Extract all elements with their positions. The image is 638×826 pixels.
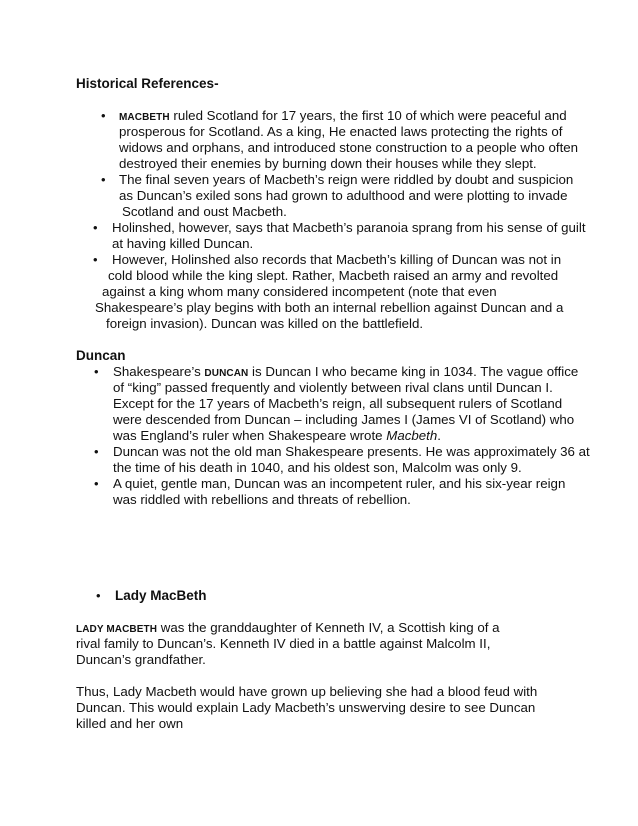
duncan-bullet-1-line-5: was England’s ruler when Shakespeare wrote Macbeth. — [113, 428, 441, 443]
duncan-bullet-1-line-2: of “king” passed frequently and violently between rival clans until Duncan I. — [113, 380, 553, 395]
lady-macbeth-name: LADY MACBETH — [76, 624, 158, 635]
bullet-icon: • — [96, 588, 101, 603]
historical-bullet-4-line-2: cold blood while the king slept. Rather, Macbeth raised an army and revolted — [108, 268, 559, 283]
lady-macbeth-heading: Lady MacBeth — [115, 588, 207, 603]
duncan-bullet-1-line-4: were descended from Duncan – including James I (James VI of Scotland) who — [113, 412, 575, 427]
historical-bullet-2-line-2: as Duncan’s exiled sons had grown to adulthood and were plotting to invade — [119, 188, 568, 203]
bullet-icon: • — [94, 364, 99, 379]
macbeth-title: Macbeth — [386, 428, 438, 443]
lady-paragraph-1-line-2: rival family to Duncan’s. Kenneth IV died in a battle against Malcolm II, — [76, 636, 491, 651]
lady-paragraph-2-line-3: killed and her own — [76, 716, 184, 731]
duncan-name: DUNCAN — [204, 368, 249, 379]
duncan-bullet-3-line-2: was riddled with rebellions and threats of rebellion. — [113, 492, 411, 507]
duncan-bullet-2-line-1: Duncan was not the old man Shakespeare presents. He was approximately 36 at — [113, 444, 590, 459]
bullet-icon: • — [93, 252, 98, 267]
historical-bullet-1-line-2: prosperous for Scotland. As a king, He enacted laws protecting the rights of — [119, 124, 563, 139]
historical-bullet-4-line-5: foreign invasion). Duncan was killed on the battlefield. — [106, 316, 424, 331]
duncan-bullet-1-line-1: Shakespeare’s DUNCAN is Duncan I who became king in 1034. The vague office — [113, 364, 579, 379]
duncan-heading: Duncan — [76, 348, 126, 363]
bullet-icon: • — [101, 172, 106, 187]
lady-paragraph-1-line-1: LADY MACBETH was the granddaughter of Kenneth IV, a Scottish king of a — [76, 620, 500, 635]
historical-bullet-1-line-1: MACBETH ruled Scotland for 17 years, the first 10 of which were peaceful and — [119, 108, 567, 123]
historical-references-heading: Historical References- — [76, 76, 219, 91]
historical-bullet-4-line-4: Shakespeare’s play begins with both an internal rebellion against Duncan and a — [95, 300, 564, 315]
historical-bullet-2-line-3: Scotland and oust Macbeth. — [122, 204, 287, 219]
bullet-icon: • — [94, 444, 99, 459]
historical-bullet-4-line-1: However, Holinshed also records that Macbeth’s killing of Duncan was not in — [112, 252, 562, 267]
macbeth-name: MACBETH — [119, 112, 170, 123]
lady-paragraph-1-line-3: Duncan’s grandfather. — [76, 652, 206, 667]
lady-paragraph-2-line-2: Duncan. This would explain Lady Macbeth’s unswerving desire to see Duncan — [76, 700, 536, 715]
historical-bullet-2-line-1: The final seven years of Macbeth’s reign were riddled by doubt and suspicion — [119, 172, 574, 187]
bullet-icon: • — [101, 108, 106, 123]
duncan-bullet-1-line-3: Except for the 17 years of Macbeth’s reign, all subsequent rulers of Scotland — [113, 396, 563, 411]
historical-bullet-3-line-1: Holinshed, however, says that Macbeth’s paranoia sprang from his sense of guilt — [112, 220, 586, 235]
bullet-icon: • — [94, 476, 99, 491]
bullet-icon: • — [93, 220, 98, 235]
duncan-bullet-2-line-2: the time of his death in 1040, and his oldest son, Malcolm was only 9. — [113, 460, 522, 475]
historical-bullet-1-line-4: destroyed their enemies by burning down their houses while they slept. — [119, 156, 537, 171]
historical-bullet-1-line-3: widows and orphans, and introduced stone construction to a people who often — [119, 140, 579, 155]
historical-bullet-3-line-2: at having killed Duncan. — [112, 236, 254, 251]
historical-bullet-4-line-3: against a king whom many considered incompetent (note that even — [102, 284, 497, 299]
duncan-bullet-3-line-1: A quiet, gentle man, Duncan was an incompetent ruler, and his six-year reign — [113, 476, 566, 491]
lady-paragraph-2-line-1: Thus, Lady Macbeth would have grown up believing she had a blood feud with — [76, 684, 538, 699]
